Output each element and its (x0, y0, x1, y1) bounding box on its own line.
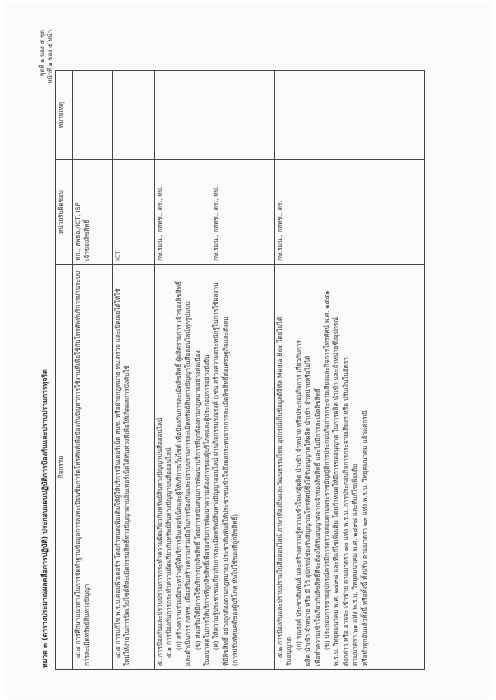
table-row (275, 71, 425, 670)
activity-line: เพื่อทำความเข้าใจเกี่ยวกับลิขสิทธิ์ที่จะต้องได้รับอนุญาตจากเจ้าของลิขสิทธิ์ และไม่มีการละเมิดลิขสิทธิ์ (313, 388, 322, 666)
row-note (113, 71, 155, 160)
scanned-page (4, 2, 492, 698)
header-agency: หน่วยรับผิดชอบ (56, 160, 73, 265)
activity-line: ๕. การป้องกันและปราบปรามการกระทำความผิดเกี่ยวกับทรัพย์สินทางปัญญาบนสื่อออนไลน์ (156, 417, 164, 666)
activity-line: พ.ร.บ. วิทยุคมนาคม พ.ศ. ๒๔๙๘ และที่แก้ไขเพิ่มเติม โดยกำหนดให้มีการขออนุญาต ในการผลิต นำเข้า และจำหน่ายซึ่งอุปกรณ์ (332, 316, 341, 666)
activity-line: (ข) ส่งเสริมให้มีการใช้บริการถูกลิขสิทธิ์ โดยการสนับสนุนการพัฒนาบริการที่ถูกต้องตามกฎหมายอย่างต่อเนื่อง (193, 350, 202, 650)
row-agency (275, 160, 425, 265)
agency-line (175, 163, 184, 261)
rotated-document (39, 30, 459, 670)
row-activity (113, 264, 155, 669)
agency-line: ICT (114, 250, 122, 261)
table-row (155, 71, 275, 670)
activity-line: รับอนุญาต (285, 637, 294, 666)
activity-line: ๔.๕ การแก้ไข พ.ร.บ.คอมพิวเตอร์ฯ โดยกำหนดเพิ่มเติมให้ผู้ให้บริการอินเตอร์เน็ต สนช. หรือฝ่ายกฎหมาย ทบ.ตรวจ และเปิดเผยได้ให้ใช้ (114, 288, 122, 658)
activity-line: ที่มีลิขสิทธิ์ อย่างถูกต้องตามกฎหมาย) ประชาสัมพันธ์ให้ประชาชนเข้าใจถึงผลกระทบจากการละเมิดลิขสิทธิ์ต่อเศรษฐกิจและสังคม (221, 316, 230, 666)
page-info-page: หน้าที่ ๑ ของ ๕ หน้า (47, 30, 54, 84)
row-note (275, 71, 425, 160)
agency-line: กษ.รมน., กสทช., ตร., ทป. (212, 186, 221, 261)
row-agency (155, 160, 275, 265)
row-activity (73, 264, 113, 669)
row-agency (73, 160, 113, 265)
header-activity: กิจกรรม (56, 264, 73, 669)
document-title: หมวด ๓ (ตารางประมาณผลคลื่อการปฏิบัติ) ประกอบแผนปฏิบัติการป้องกันและปราบปรามการทุจริต (41, 369, 49, 668)
activity-line: และดำเนินการ กสทช. เพื่อเสริมสร้างความร่วมมือในการป้องกันและปราบปรามการละเมิดทรัพย์สินทางปัญญาในสื่อออนไลน์ทุกรูปแบบ (184, 301, 193, 666)
plan-table (55, 70, 425, 670)
activity-line: การละเมิดทรัพย์สินทางปัญญา (83, 583, 92, 666)
table-row (73, 71, 113, 670)
activity-line: (ค) ให้ความรู้ประชาชนเกี่ยวกับการละเมิดทรัพย์สินทางปัญญาออนไลน์ ผ่านกิจกรรมรณรงค์ (เช่น สร้างความตระหนักรู้ในการใช้ผลงาน (212, 282, 221, 650)
agency-line (203, 163, 212, 261)
activity-line: หรือทำทุกอันแล้วทั้งนี้ หรือทั้งนี้ ทั้งปรับ ตามมาตรา ๒๓ แห่ง พ.ร.บ. วิทยุคมนาคม แล้วแต่กรณี (360, 410, 369, 666)
activity-line: ในอนาคตในการให้บริการที่ถูกลิขสิทธิ์เพื่อรองรับการพัฒนาความต้องการของผู้บริโภคและผู้ประกอบการอย่างยั่งยืน (203, 354, 212, 666)
activity-line: ตามมาตรา ๖๑ แห่ง พ.ร.บ. วิทยุคมนาคม พ.ศ. ๒๔๙๘ และที่แก้ไขเพิ่มเติม (351, 463, 360, 666)
row-note (73, 71, 113, 160)
table-row (113, 71, 155, 670)
agency-line: กษ.รมน., กสทช., ตร. (276, 200, 284, 261)
agency-line (184, 163, 193, 261)
activity-line: ดังกล่าว หรือ อาจจะ เข้าข่าย ตามมาตรา ๗๐ แห่ง พ.ร.บ. การประกอบกิจการกระจายเสียงฯ หรือ ปรับเงินในอัตรา (341, 357, 350, 666)
activity-line: (ก) รณรงค์ ประชาสัมพันธ์ และสร้างความรู้ความเข้าใจแก่ผู้ผลิต นำเข้า จำหน่าย หรือประกอบกิจการ เกี่ยวกับการ (294, 340, 303, 650)
agency-line: กษ.รมน., กสทช., ตร., ทป. (156, 186, 164, 261)
table-header-row (56, 71, 73, 670)
activity-line: ผลิต นำเข้า จำหน่าย หรือ มี ไว้ อุปกรณ์ช่องรับสัญญาณโทรทัศน์ซึ่งได้รับอนุญาตให้ผลิต นำเข้า จำหน่ายหรือไม่ได้ (304, 355, 313, 666)
activity-line: (ข) ประกอบการขายอุปกรณ์ควรมีการตรวจสอบตามพระราชบัญญัติการประกอบกิจการกระจายเสียงและกิจการโทรทัศน์ พ.ศ. ๒๕๕๑ (323, 290, 332, 650)
row-agency (113, 160, 155, 265)
agency-line: เจ้าของลิขสิทธิ์ (83, 219, 92, 261)
agency-line (194, 163, 203, 261)
activity-line: ๕.๑ การป้องกันการกระทำความผิดเกี่ยวกับทรัพย์สินทางปัญญาบนสื่อออนไลน์ (165, 447, 174, 658)
activity-line: (การปรับทัศนคติของผู้บริโภค หันไปใช้ของที่ถูกลิขสิทธิ์) (231, 514, 240, 666)
activity-line: ๕.๒ การป้องกันและปราบปรามในสื่อออนไลน์ ภาษาท้องถิ่นและวัฒนธรรมไทย อุปกรณ์เก็บข้อมูลดิจิทัล Media Box โดยไม่ได้ (276, 316, 284, 658)
agency-line (165, 163, 174, 261)
page-info-set: ชุดที่ ๑ ของ ๕ ชุด (39, 30, 46, 77)
activity-line: (ก) สร้างความร่วมมือระหว่างผู้ให้บริการอินเทอร์เน็ตและผู้ให้บริการเว็บไซต์ เพื่อป้องกันการละเมิดลิขสิทธิ์ ผู้ผลิตรายการ เจ้าของลิขสิทธิ์ (174, 281, 183, 650)
header-note: หมายเหตุ (56, 71, 73, 160)
row-note (155, 71, 275, 160)
row-activity (155, 264, 275, 669)
row-activity (275, 264, 425, 669)
agency-line: ทก., สพธอ./ICT, ISP (74, 202, 82, 261)
page-info (39, 30, 55, 180)
activity-line: ใหม่ให้ง่ายในการปิดเว็บไซต์ที่ละเมิดกรรมสิทธิ์ทางปัญญาผ่านอินเทอร์เน็ตได้ทันท่วงทีเพื่อให้เกิดผลการบังคับใช้ (123, 365, 132, 666)
activity-line: ๔.๔ การศึกษาแนวทางในการจัดทำฐานข้อมูลการลงทะเบียนซิมการ์ดโทรศัพท์เพื่อป้องกันปัญหาการใช้งานที่เพื่อใช้กับโทรศัพท์บริการผ่านระบบ (74, 271, 82, 658)
